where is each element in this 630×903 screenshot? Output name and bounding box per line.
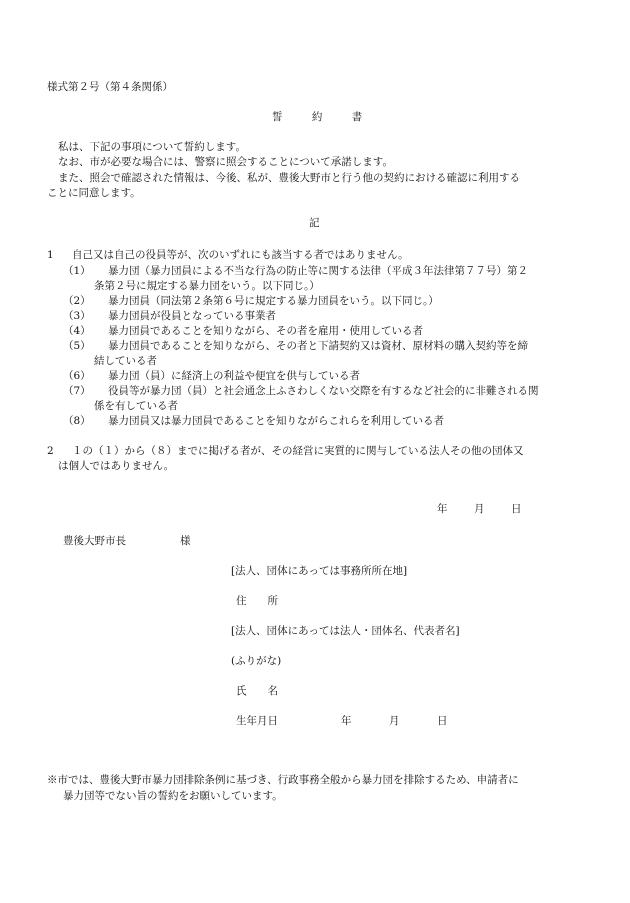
item-text: 暴力団（暴力団員による不当な行為の防止等に関する法律（平成３年法律第７７号）第２ [108,265,528,277]
addressee-honorific: 様 [180,535,191,547]
title-char: 約 [311,111,323,123]
item-text: 暴力団員（同法第２条第６号に規定する暴力団員をいう。以下同じ。） [108,295,439,307]
section-heading: 自己又は自己の役員等が、次のいずれにも該当する者ではありません。 [72,249,409,261]
item-text: 結している者 [94,355,157,367]
addressee-name: 豊後大野市長 [63,535,126,547]
item-text: 暴力団員が役員となっている事業者 [108,310,276,322]
address-label: 住 所 [236,595,278,607]
name-label: 氏 名 [236,685,278,697]
intro-line: また、照会で確認された情報は、今後、私が、豊後大野市と行う他の契約における確認に利用する [58,172,520,184]
item-text: 暴力団員であることを知りながら、その者と下請契約又は資材、原材料の購入契約等を締 [108,340,528,352]
furigana-label: (ふりがな) [231,655,282,667]
item-number: （8） [63,415,91,427]
section-text: は個人ではありません。 [58,460,175,472]
birth-year: 年 [341,715,352,727]
item-number: （1） [63,265,91,277]
title-char: 誓 [272,111,283,123]
intro-line: なお、市が必要な場合には、警察に照会することについて承諾します。 [58,156,393,168]
footnote-line: ※市では、豊後大野市暴力団排除条例に基づき、行政事務全般から暴力団を排除するため、申請者に [47,774,519,786]
title-char: 書 [351,111,363,123]
item-number: （7） [63,385,91,397]
item-number: （3） [63,310,91,322]
footnote-line: 暴力団等でない旨の誓約をお願いしています。 [63,790,283,802]
item-text: 暴力団員であることを知りながら、その者を雇用・使用している者 [108,325,423,337]
birth-date-label: 生年月日 [236,715,278,727]
form-label: 様式第２号（第４条関係） [47,81,173,93]
ki-heading: 記 [309,217,320,229]
intro-line: ことに同意します。 [47,187,141,199]
date-month: 月 [474,503,485,515]
item-text: 暴力団員又は暴力団員であることを知りながらこれらを利用している者 [108,415,444,427]
item-text: 条第２号に規定する暴力団をいう。以下同じ。） [94,280,320,292]
item-number: （4） [63,325,91,337]
birth-month: 月 [389,715,400,727]
address-note: [法人、団体にあっては事務所所在地] [231,565,408,577]
document-title [272,112,362,123]
item-text: 係を有している者 [94,400,178,412]
birth-day: 日 [437,715,448,727]
item-number: （2） [63,295,91,307]
item-number: （5） [63,340,91,352]
name-note: [法人、団体にあっては法人・団体名、代表者名] [231,625,460,637]
date-day: 日 [511,503,522,515]
item-text: 暴力団（員）に経済上の利益や便宜を供与している者 [108,370,360,382]
intro-line: 私は、下記の事項について誓約します。 [58,141,246,153]
item-text: 役員等が暴力団（員）と社会通念上ふさわしくない交際を有するなど社会的に非難される関 [108,385,539,397]
section-text: １の（１）から（８）までに掲げる者が、その経営に実質的に関与している法人その他の団体又 [72,445,524,457]
section-number: 2 [47,445,54,457]
date-year: 年 [437,503,448,515]
item-number: （6） [63,370,91,382]
section-number: 1 [47,249,54,261]
